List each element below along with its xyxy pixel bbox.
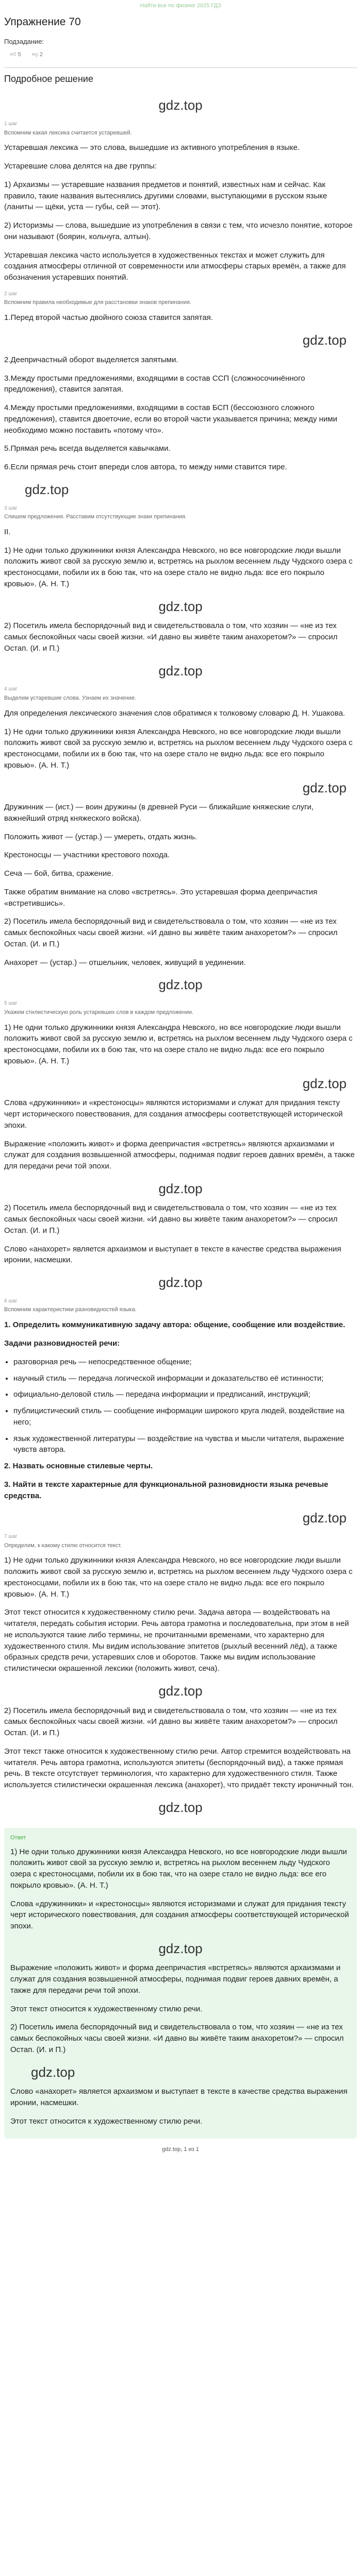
- paragraph: Этот текст также относится к художественному стилю речи. Автор стремится воздействовать на читателя. Речь автора грамотна, используются эпитеты (беспорядочный вид), а также прямая речь. В тексте отсутствует терминология, что характерно для художественного стиля. Также используется стилистически окрашенная лексика (анахорет), что придаёт тексту ироничный тон.: [4, 1747, 354, 1790]
- paragraph: II.: [4, 527, 11, 536]
- paragraph: Слова «дружинники» и «крестоносцы» являются историзмами и служат для придания тексту черт исторического повествования, для создания атмосферы соответствующей исторической эпохи.: [4, 1098, 343, 1130]
- paragraph: Дружинник — (ист.) — воин дружины (в древней Руси — ближайшие княжеские слуги, важнейший отряд княжеского войска).: [4, 803, 314, 823]
- top-notice[interactable]: Найти все по физике 2025 ГДЗ: [140, 3, 221, 9]
- paragraph: Слова «дружинники» и «крестоносцы» являются историзмами и служат для придания тексту черт исторического повествования, для создания атмосферы соответствующей исторической эпохи.: [10, 1899, 349, 1930]
- like-count: 5: [18, 52, 21, 58]
- paragraph: 1) Не одни только дружинники князя Александра Невского, но все новгородские люди вышли положить живот свой за русскую землю и, встретясь на рыхлом весеннем льду Чудского озера с крестоносцами, побили их в бою так, что на озере стало не видно льда: все его покрыло кровью». (А. Н. Т.): [4, 1556, 353, 1599]
- paragraph: 2.Деепричастный оборот выделяется запятыми.: [4, 355, 178, 364]
- step-label: 5 шаг: [4, 1001, 18, 1007]
- thumb-down-icon: 👎︎: [32, 52, 38, 58]
- step-2: [4, 291, 357, 473]
- step-6: [4, 1298, 357, 1501]
- step-label: 3 шаг: [4, 505, 18, 511]
- like-button[interactable]: [10, 51, 21, 59]
- step-3: [4, 505, 357, 654]
- watermark: gdz.top: [302, 332, 347, 348]
- step-label: 1 шаг: [4, 121, 18, 127]
- step-5: [4, 1000, 357, 1266]
- step-heading: Выделим устаревшие слова. Узнаем их значение.: [4, 694, 137, 701]
- paragraph: 2) Посетиль имела беспорядочный вид и свидетельствовала о том, что хозяин — «не из тех самых беспокойных часы своей жизни. «И давно вы живёте таким анахоретом?» — спросил Остап. (И. и П.): [10, 2023, 344, 2054]
- paragraph: Выражение «положить живот» и форма деепричастия «встретясь» являются архаизмами и служат для создания возвышенной атмосферы, поднимая подвиг героев давних времён, а также для передачи речи той эпохи.: [10, 1963, 341, 1995]
- paragraph: 1) Не одни только дружинники князя Александра Невского, но все новгородские люди вышли положить живот свой за русскую землю и, встретясь на рыхлом весеннем льду Чудского озера с крестоносцами, побили их в бою так, что на озере стало не видно льда: все его покрыло кровью». (А. Н. Т.): [4, 727, 353, 770]
- step-heading: Вспомним характеристики разновидностей языка.: [4, 1307, 137, 1313]
- step-label: 2 шаг: [4, 291, 18, 297]
- answer-box: [4, 1828, 357, 2139]
- paragraph: 3.Между простыми предложениями, входящими в состав ССП (сложносочинённого предложения), ставится запятая.: [4, 374, 305, 394]
- paragraph: 2) Посетиль имела беспорядочный вид и свидетельствовала о том, что хозяин — «не из тех самых беспокойных часы своей жизни. «И давно вы живёте таким анахоретом?» — спросил Остап. (И. и П.): [4, 621, 338, 653]
- paragraph: Устаревшая лексика — это слова, вышедшие из активного употребления в языке.: [4, 143, 300, 152]
- dislike-count: 2: [39, 52, 43, 58]
- paragraph: 5.Прямая речь всегда выделяется кавычками.: [4, 444, 171, 453]
- step-4: [4, 686, 357, 968]
- paragraph: 2) Историзмы — слова, вышедшие из употребления в связи с тем, что исчезло понятие, которое они называют (боярин, кольчуга, алтын).: [4, 221, 353, 241]
- divider: [4, 67, 357, 68]
- paragraph: 6.Если прямая речь стоит впереди слов автора, то между ними ставится тире.: [4, 463, 287, 472]
- paragraph: 2. Назвать основные стилевые черты.: [4, 1462, 153, 1471]
- paragraph: Задачи разновидностей речи:: [4, 1339, 120, 1348]
- step-heading: Спишем предложения. Расставим отсутствующие знаки препинания.: [4, 514, 187, 520]
- watermark: gdz.top: [31, 2064, 75, 2080]
- paragraph: 2) Посетиль имела беспорядочный вид и свидетельствовала о том, что хозяин — «не из тех самых беспокойных часы своей жизни. «И давно вы живёте таким анахоретом?» — спросил Остап. (И. и П.): [4, 1204, 338, 1235]
- answer-label: Ответ: [10, 1834, 26, 1841]
- paragraph: Анахорет — (устар.) — отшельник, человек, живущий в уединении.: [4, 958, 246, 967]
- paragraph: Этот текст относится к художественному стилю речи.: [10, 2116, 203, 2126]
- section-title: Подробное решение: [4, 74, 93, 84]
- paragraph: Сеча — бой, битва, сражение.: [4, 869, 113, 878]
- step-7: [4, 1533, 357, 1791]
- watermark: gdz.top: [158, 977, 203, 993]
- dislike-button[interactable]: [32, 51, 43, 59]
- watermark: gdz.top: [302, 1075, 347, 1091]
- thumb-up-icon: 👍︎: [10, 52, 17, 58]
- step-label: 4 шаг: [4, 686, 18, 692]
- page-footer: gdz.top, 1 из 1: [162, 2146, 199, 2153]
- style-list: [4, 1357, 357, 1455]
- watermark: gdz.top: [158, 1275, 203, 1291]
- paragraph: Крестоносцы — участники крестового похода.: [4, 851, 170, 860]
- watermark: gdz.top: [302, 1510, 347, 1526]
- paragraph: 3. Найти в тексте характерные для функциональной разновидности языка речевые средства.: [4, 1480, 329, 1500]
- step-1: [4, 121, 357, 283]
- watermark: gdz.top: [302, 779, 347, 795]
- paragraph: 2) Посетиль имела беспорядочный вид и свидетельствовала о том, что хозяин — «не из тех самых беспокойных часы своей жизни. «И давно вы живёте таким анахоретом?» — спросил Остап. (И. и П.): [4, 1706, 338, 1738]
- watermark: gdz.top: [158, 1683, 203, 1699]
- paragraph: 2) Посетиль имела беспорядочный вид и свидетельствовала о том, что хозяин — «не из тех самых беспокойных часы своей жизни. «И давно вы живёте таким анахоретом?» — спросил Остап. (И. и П.): [4, 917, 338, 948]
- paragraph: 1) Не одни только дружинники князя Александра Невского, но все новгородские люди вышли положить живот свой за русскую землю и, встретясь на рыхлом весеннем льду Чудского озера с крестоносцами, побили их в бою так, что на озере стало не видно льда: все его покрыло кровью». (А. Н. Т.): [4, 1023, 353, 1065]
- step-label: 6 шаг: [4, 1298, 18, 1304]
- list-item: • публицистический стиль — сообщение информации широкого круга людей, воздействие на него;: [13, 1405, 357, 1428]
- paragraph: Также обратим внимание на слово «встретясь». Это устаревшая форма деепричастия «встретившись».: [4, 887, 318, 908]
- step-label: 7 шаг: [4, 1534, 18, 1539]
- paragraph: 1) Архаизмы — устаревшие названия предметов и понятий, известных нам и сейчас. Как правило, такие названия вытеснялись другими словами, выступающими в русском языке (ланиты — щёки, уста — губы, сей — этот).: [4, 180, 327, 212]
- paragraph: Слово «анахорет» является архаизмом и выступает в тексте в качестве средства выражения иронии, насмешки.: [10, 2087, 348, 2108]
- paragraph: Этот текст относится к художественному стилю речи.: [10, 2004, 203, 2013]
- watermark: gdz.top: [158, 663, 203, 679]
- step-heading: Вспомним правила необходимые для расстановки знаков препинания.: [4, 299, 191, 306]
- step-heading: Вспомним какая лексика считается устаревшей.: [4, 129, 132, 136]
- paragraph: 4.Между простыми предложениями, входящими в состав БСП (бессоюзного сложного предложения), ставится двоеточие, если во второй части указывается причина; между ними необходимо можно поставить «потому что».: [4, 403, 337, 435]
- step-heading: Определим, к какому стилю относится текст.: [4, 1542, 122, 1549]
- paragraph: Для определения лексического значения слов обратимся к толковому словарю Д. Н. Ушакова.: [4, 708, 346, 718]
- paragraph: Выражение «положить живот» и форма деепричастия «встретясь» являются архаизмами и служат для создания возвышенной атмосферы, поднимая подвиг героев давних времён, а также для передачи речи той эпохи.: [4, 1139, 355, 1171]
- step-heading: Укажем стилистическую роль устаревших слов в каждом предложении.: [4, 1009, 193, 1015]
- rating-row: [4, 51, 357, 59]
- list-item: • официально-деловой стиль — передача информации и предписаний, инструкций;: [13, 1389, 357, 1400]
- watermark: gdz.top: [158, 598, 203, 614]
- watermark: gdz.top: [158, 1940, 203, 1956]
- subtask-label: Подзадание:: [4, 38, 44, 46]
- watermark: gdz.top: [25, 481, 69, 497]
- paragraph: 1.Перед второй частью двойного союза ставится запятая.: [4, 313, 213, 323]
- paragraph: 1. Определить коммуникативную задачу автора: общение, сообщение или воздействие.: [4, 1320, 346, 1330]
- page-title: Упражнение 70: [4, 16, 81, 28]
- paragraph: Этот текст относится к художественному стилю речи. Задача автора — воздействовать на читателя, передать события истории. Речь автора грамотна и последовательна, при этом в ней не используются такие либо термины, не прочитанными временами, что характерно для художественного стиля. Мы видим использование эпитетов (рыхлый весенний лёд), а также образных средств речи, устаревших слов и оборотов. Также мы видим использование стилистически окрашенной лексики (положить живот, сеча).: [4, 1608, 349, 1673]
- watermark: gdz.top: [158, 1180, 203, 1196]
- paragraph: Устаревшая лексика часто используется в художественных текстах и может служить для создания атмосферы отличной от современности или атмосферы старых времён, а также для обозначения устаревших понятий.: [4, 250, 346, 282]
- list-item: • разговорная речь — непосредственное общение;: [13, 1357, 357, 1368]
- paragraph: Слово «анахорет» является архаизмом и выступает в тексте в качестве средства выражения иронии, насмешки.: [4, 1244, 341, 1265]
- watermark: gdz.top: [158, 97, 203, 113]
- paragraph: 1) Не одни только дружинники князя Александра Невского, но все новгородские люди вышли положить живот свой за русскую землю и, встретясь на рыхлом весеннем льду Чудского озера с крестоносцами, побили их в бою так, что на озере стало не видно льда: все его покрыло кровью». (А. Н. Т.): [4, 546, 353, 588]
- paragraph: Устаревшие слова делятся на две группы:: [4, 162, 157, 171]
- watermark: gdz.top: [158, 1799, 203, 1815]
- paragraph: 1) Не одни только дружинники князя Александра Невского, но все новгородские люди вышли положить живот свой за русскую землю и, встретясь на рыхлом весеннем льду Чудского озера с крестоносцами, побили их в бою так, что на озере стало не видно льда: все его покрыло кровью». (А. Н. Т.): [10, 1847, 347, 1890]
- list-item: • научный стиль — передача логической информации и доказательство её истинности;: [13, 1373, 357, 1384]
- paragraph: Положить живот — (устар.) — умереть, отдать жизнь.: [4, 832, 198, 841]
- list-item: • язык художественной литературы — воздействие на чувства и мысли читателя, выражение чувств автора.: [13, 1433, 357, 1456]
